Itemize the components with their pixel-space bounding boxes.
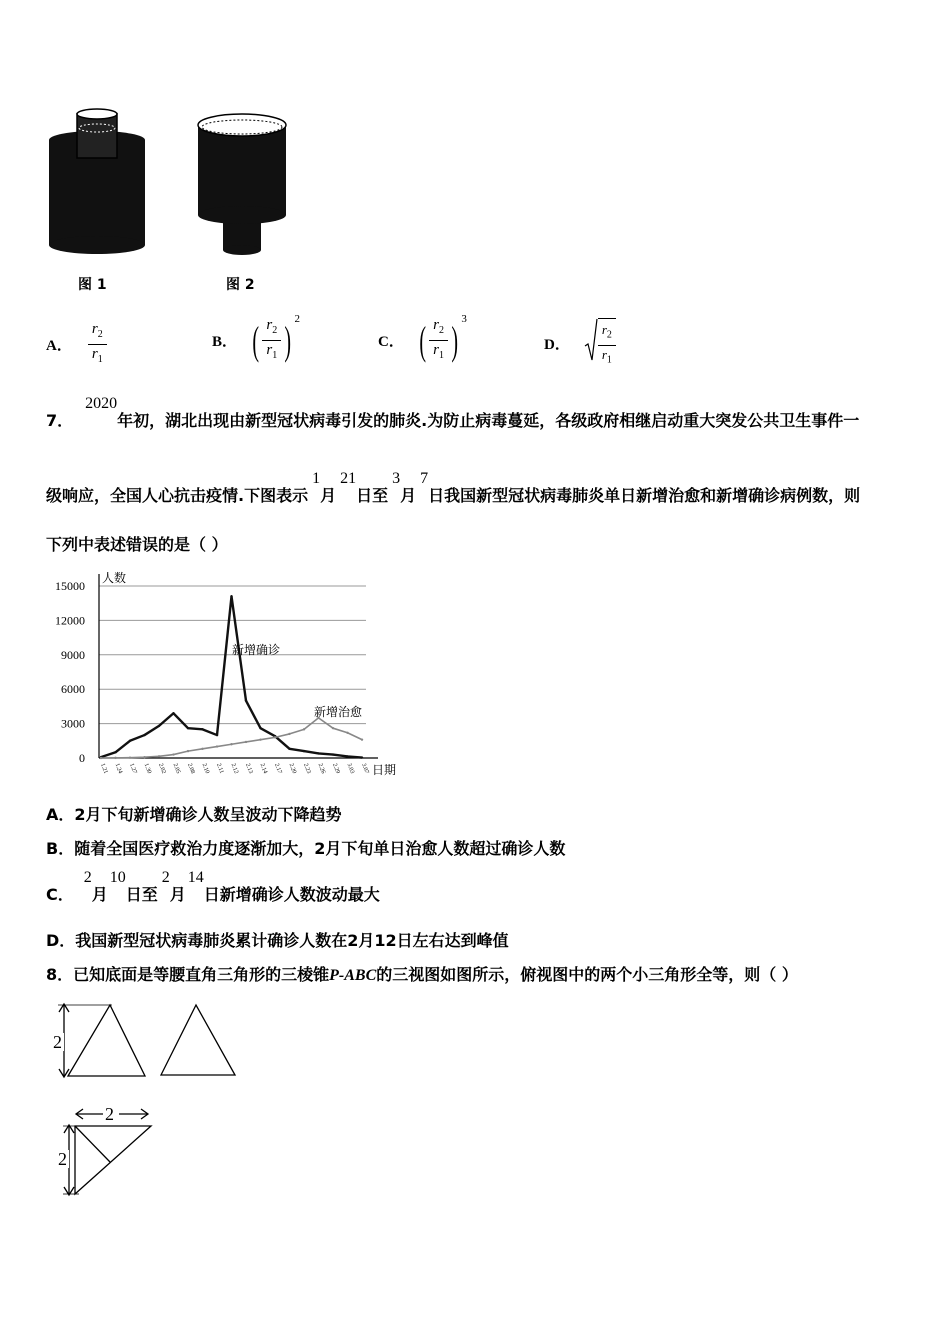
y-tick-label: 12000 [55,613,85,628]
x-tick-label: 2.02 [157,762,167,775]
y-tick-label: 6000 [61,682,85,697]
x-tick-label: 2.05 [171,762,181,775]
y-tick-label: 15000 [55,579,85,593]
data-point [245,699,247,701]
q7-option-a[interactable]: A．2月下旬新增确诊人数呈波动下降趋势 [46,805,342,824]
x-tick-label: 2.10 [200,762,210,775]
y-tick-label: 0 [79,751,85,765]
power-2: 2 [294,312,301,325]
option-a[interactable] [46,320,107,369]
top-height-label: 2 [58,1149,67,1169]
data-point [361,738,363,740]
data-point [288,748,290,750]
data-point [303,728,305,730]
data-point [129,740,131,742]
data-point [187,750,189,752]
data-point [158,725,160,727]
series-label-confirmed: 新增确诊 [232,643,281,657]
data-point [143,734,145,736]
x-tick-label: 2.14 [258,762,268,775]
side-view-triangle [158,1000,238,1080]
option-c-letter: C． [378,334,404,350]
data-point [100,757,102,759]
option-c[interactable]: C． ( $\frac{r_2}{r_1}$ ) 3 [378,316,467,365]
ratio-fraction: $\frac{r_2}{r_1}$ [429,316,448,365]
power-3: 3 [461,312,467,325]
question-7-line-3: 下列中表述错误的是（ ） [46,535,228,554]
data-point [259,738,261,740]
x-tick-label: 2.29 [331,762,341,775]
x-tick-label: 2.11 [215,762,225,775]
data-point [201,728,203,730]
series-label-cured: 新增治愈 [314,705,363,719]
data-point [346,732,348,734]
x-tick-label: 1.21 [99,762,109,775]
data-point [259,727,261,729]
q7-option-d[interactable]: D．我国新型冠状病毒肺炎累计确诊人数在2月12日左右达到峰值 [46,931,509,950]
option-a-letter: A． [46,338,72,354]
data-point [274,736,276,738]
x-tick-label: 2.12 [229,762,239,775]
ratio-fraction: $\frac{r_2}{r_1}$ [88,320,107,369]
data-point [230,743,232,745]
x-tick-label: 3.03 [345,762,355,775]
x-tick-label: 2.23 [302,762,312,775]
option-b[interactable]: B． ( $\frac{r_2}{r_1}$ ) 2 [212,316,300,365]
ratio-fraction: $\frac{r_2}{r_1}$ [598,318,616,369]
covid-line-chart [44,570,397,785]
data-point [216,734,218,736]
x-tick-label: 3.07 [360,762,370,775]
figure-2-caption: 图 2 [226,277,255,293]
y-axis-label: 人数 [102,571,127,585]
data-point [172,753,174,755]
y-tick-label: 3000 [61,716,85,731]
data-point [187,727,189,729]
q7-option-c[interactable]: C．2月10日至2月14日新增确诊人数波动最大 [46,869,380,904]
ratio-fraction: $\frac{r_2}{r_1}$ [262,316,281,365]
data-point [216,745,218,747]
data-point [361,756,363,758]
figure-2-cylinders [193,105,293,260]
x-tick-label: 2.17 [273,762,283,775]
data-point [143,756,145,758]
data-point [288,733,290,735]
top-width-label: 2 [105,1104,114,1124]
x-tick-label: 2.13 [244,762,254,775]
data-point [158,755,160,757]
front-height-label: 2 [53,1032,62,1052]
x-axis-label: 日期 [372,763,397,777]
data-point [332,727,334,729]
data-point [114,757,116,759]
data-point [245,741,247,743]
question-7-line-1: 7．2020年初，湖北出现由新型冠状病毒引发的肺炎.为防止病毒蔓延，各级政府相继启动重大突发公共卫生事件一 [46,395,860,430]
data-point [346,755,348,757]
y-tick-label: 9000 [61,647,85,662]
data-point [129,756,131,758]
x-tick-label: 2.20 [287,762,297,775]
data-point [332,753,334,755]
option-b-letter: B． [212,334,238,350]
data-point [172,712,174,714]
x-tick-label: 1.24 [113,762,123,775]
x-tick-label: 1.30 [142,762,152,775]
data-point [114,751,116,753]
front-view-triangle [50,1000,145,1080]
figure-1-caption: 图 1 [78,277,107,293]
data-point [201,748,203,750]
question-7-line-2: 级响应，全国人心抗击疫情.下图表示1月21日至3月7日我国新型冠状病毒肺炎单日新增治愈和新增确诊病例数，则 [46,470,861,505]
x-tick-label: 2.08 [186,762,196,775]
pyramid-name: P-ABC [329,967,377,984]
question-8: 8．已知底面是等腰直角三角形的三棱锥P-ABC的三视图如图所示，俯视图中的两个小三角形全等，则（ ） [46,965,798,984]
figure-1-cylinders [40,100,150,260]
x-tick-label: 2.26 [316,762,326,775]
data-point [317,752,319,754]
option-d-letter: D． [544,337,570,354]
x-tick-label: 1.27 [128,762,138,775]
sqrt-sign [584,318,598,362]
top-view-diagram [55,1106,160,1198]
q7-option-b[interactable]: B．随着全国医疗救治力度逐渐加大，2月下旬单日治愈人数超过确诊人数 [46,839,566,858]
option-d[interactable] [544,318,616,369]
data-point [230,595,232,597]
data-point [303,750,305,752]
